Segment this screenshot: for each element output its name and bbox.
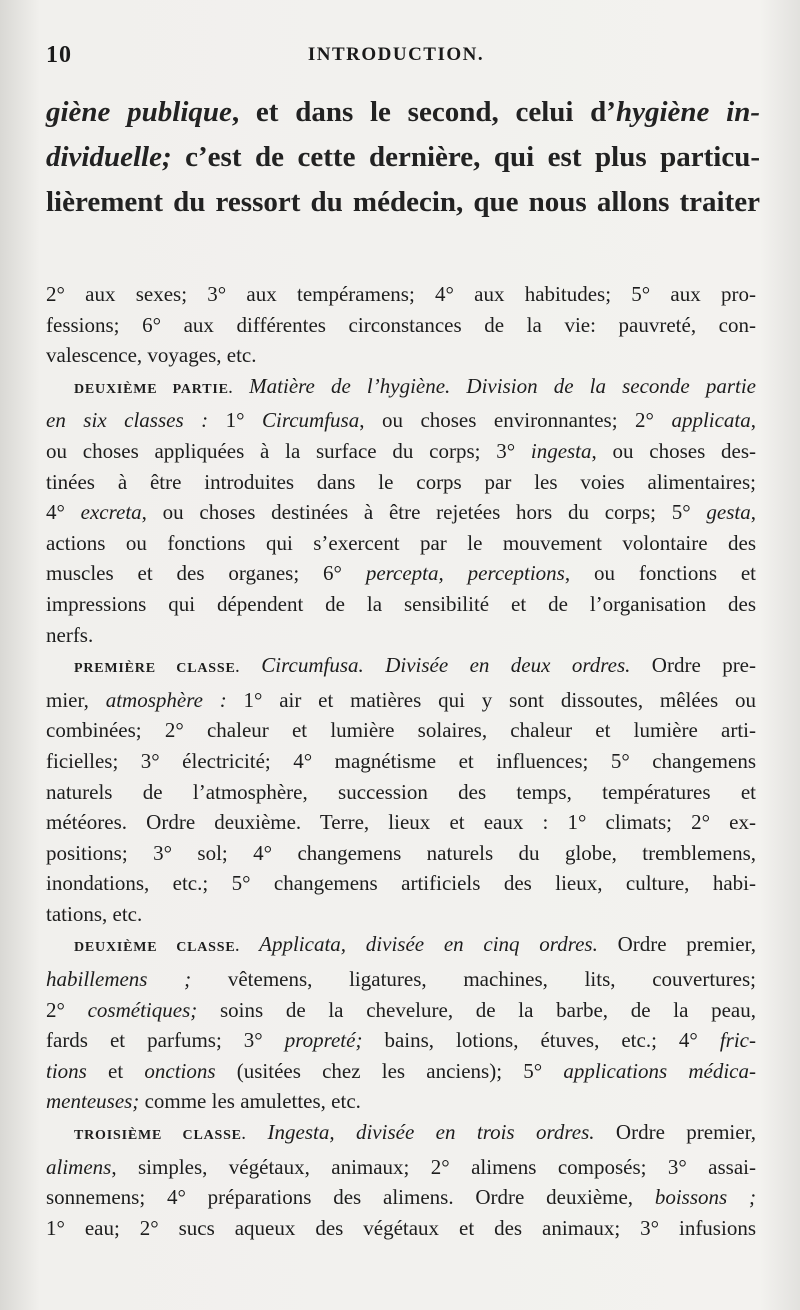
text-span: et	[86, 1058, 145, 1083]
text-span: habillemens ;	[46, 967, 192, 992]
section-heading: DEUXIÈME CLASSE.	[74, 940, 240, 956]
text-span: (usitées chez les anciens); 5°	[215, 1058, 564, 1083]
text-span: mier,	[46, 687, 106, 712]
text-line	[46, 180, 760, 225]
text-span: propreté;	[284, 1028, 363, 1053]
text-span: inondations, etc.; 5° changemens artificiels des lieux, culture, habi-	[46, 871, 756, 896]
text-line	[46, 838, 756, 869]
text-line	[46, 497, 756, 528]
text-span: comme les amulettes, etc.	[139, 1089, 361, 1114]
text-span: Ordre premier,	[597, 932, 756, 957]
text-span: onctions	[144, 1058, 216, 1083]
text-span: combinées; 2° chaleur et lumière solaires, chaleur et lumière arti-	[46, 718, 756, 743]
continued-paragraph	[46, 90, 760, 225]
text-span: fards et parfums; 3°	[46, 1028, 285, 1053]
text-line	[46, 995, 756, 1026]
section-heading: DEUXIÈME PARTIE.	[74, 381, 234, 397]
text-span: , ou choses environnantes; 2°	[359, 408, 672, 433]
text-line	[46, 1056, 756, 1087]
text-span: Ingesta, divisée en trois ordres.	[246, 1120, 595, 1145]
text-line	[46, 371, 756, 406]
text-span: ficielles; 3° électricité; 4° magnétisme et influences; 5° changemens	[46, 748, 756, 773]
text-span: percepta, perceptions	[365, 561, 565, 586]
text-span: positions; 3° sol; 4° changemens naturels du globe, tremblemens,	[46, 840, 756, 865]
text-span: menteuses;	[46, 1089, 140, 1114]
text-line	[46, 340, 756, 371]
text-span: valescence, voyages, etc.	[46, 343, 257, 368]
text-span: , et dans le second, celui d’	[231, 96, 616, 128]
text-span: Circumfusa. Divisée en deux ordres.	[239, 653, 631, 678]
text-span: ou choses appliquées à la surface du corps; 3°	[46, 438, 531, 463]
text-line	[46, 135, 760, 180]
text-span: 1°	[208, 408, 262, 433]
text-span: Applicata, divisée en cinq ordres.	[239, 932, 598, 957]
text-line	[46, 899, 756, 930]
page-number: 10	[46, 42, 72, 68]
text-span: 2°	[46, 997, 88, 1022]
text-span: applicata	[671, 408, 751, 433]
text-line	[46, 685, 756, 716]
text-line	[46, 1086, 756, 1117]
text-line	[46, 868, 756, 899]
text-span: 1° eau; 2° sucs aqueux des végétaux et des animaux; 3° infusions	[46, 1215, 756, 1240]
text-span: Ordre pre-	[630, 653, 756, 678]
text-span: atmosphère :	[105, 687, 227, 712]
text-span: ,	[750, 408, 756, 433]
text-line	[46, 746, 756, 777]
text-span: applications médica-	[563, 1058, 756, 1083]
text-line	[46, 558, 756, 589]
text-line	[46, 929, 756, 964]
section-heading: TROISIÈME CLASSE.	[74, 1128, 247, 1144]
text-span: naturels de l’atmosphère, succession des temps, températures et	[46, 779, 756, 804]
text-span: bains, lotions, étuves, etc.; 4°	[362, 1028, 720, 1053]
text-span: , ou choses destinées à être rejetées hors du corps; 5°	[141, 500, 707, 525]
text-line	[46, 405, 756, 436]
text-span: soins de la chevelure, de la barbe, de la peau,	[197, 997, 756, 1022]
text-span: 2° aux sexes; 3° aux tempéramens; 4° aux habitudes; 5° aux pro-	[46, 282, 756, 306]
text-line	[46, 310, 756, 341]
text-line	[46, 1025, 756, 1056]
text-span: hygiène in-	[615, 96, 760, 128]
text-line	[46, 620, 756, 651]
text-span: lièrement du ressort du médecin, que nous allons traiter	[46, 186, 760, 218]
text-span: fric-	[719, 1028, 756, 1053]
text-line	[46, 467, 756, 498]
text-span: impressions qui dépendent de la sensibilité et de l’organisation des	[46, 591, 756, 616]
text-line	[46, 436, 756, 467]
text-line	[46, 528, 756, 559]
text-span: Matière de l’hygiène. Division de la seconde partie	[233, 373, 756, 398]
text-span: météores. Ordre deuxième. Terre, lieux et eaux : 1° climats; 2° ex-	[46, 810, 756, 835]
text-span: boissons ;	[654, 1185, 756, 1210]
running-title: INTRODUCTION.	[307, 44, 485, 65]
text-span: c’est de cette dernière, qui est plus particu-	[171, 141, 760, 173]
text-line	[46, 650, 756, 685]
text-span: gesta	[706, 500, 751, 525]
text-span: 4°	[46, 500, 81, 525]
text-line	[46, 964, 756, 995]
summary-text-block	[46, 279, 756, 1243]
text-span: muscles et des organes; 6°	[46, 561, 366, 586]
text-span: tations, etc.	[46, 901, 143, 926]
text-span: excreta	[80, 500, 142, 525]
text-span: sonnemens; 4° préparations des alimens. Ordre deuxième,	[46, 1185, 655, 1210]
text-span: ingesta	[530, 438, 592, 463]
text-line	[46, 589, 756, 620]
text-span: actions ou fonctions qui s’exercent par le mouvement volontaire des	[46, 530, 756, 555]
text-span: , ou choses des-	[591, 438, 756, 463]
text-line	[46, 1117, 756, 1152]
text-line	[46, 279, 756, 310]
text-line	[46, 1152, 756, 1183]
text-span: Circumfusa	[261, 408, 360, 433]
text-span: Ordre premier,	[594, 1120, 756, 1145]
text-span: fessions; 6° aux différentes circonstances de la vie: pauvreté, con-	[46, 312, 756, 337]
text-span: giène publique	[46, 96, 232, 128]
text-line	[46, 715, 756, 746]
text-span: nerfs.	[46, 622, 94, 647]
page-header	[46, 42, 746, 78]
text-line	[46, 1213, 756, 1244]
text-span: en six classes :	[46, 408, 209, 433]
text-span: cosmétiques;	[87, 997, 198, 1022]
text-span: ,	[750, 500, 756, 525]
text-span: , simples, végétaux, animaux; 2° alimens composés; 3° assai-	[111, 1154, 756, 1179]
text-span: 1° air et matières qui y sont dissoutes, mêlées ou	[226, 687, 756, 712]
text-span: alimens	[46, 1154, 112, 1179]
text-span: dividuelle;	[46, 141, 172, 173]
section-heading: PREMIÈRE CLASSE.	[74, 661, 240, 677]
text-span: tions	[46, 1058, 87, 1083]
text-span: tinées à être introduites dans le corps par les voies alimentaires;	[46, 469, 756, 494]
text-line	[46, 777, 756, 808]
text-span: , ou fonctions et	[564, 561, 756, 586]
text-line	[46, 807, 756, 838]
text-line	[46, 90, 760, 135]
text-line	[46, 1182, 756, 1213]
text-span: vêtemens, ligatures, machines, lits, couvertures;	[191, 967, 756, 992]
